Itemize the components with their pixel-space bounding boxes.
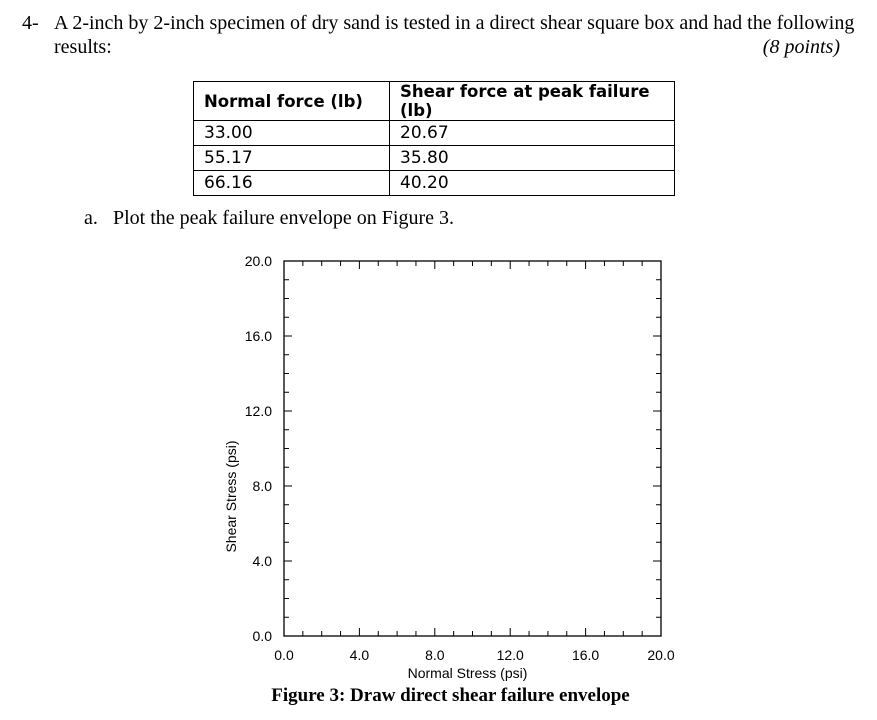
y-tick-label: 0.0 bbox=[252, 628, 272, 644]
question-text: A 2-inch by 2-inch specimen of dry sand is tested in a direct shear square box and had the following bbox=[54, 12, 855, 34]
table-cell: 35.80 bbox=[390, 146, 675, 171]
x-tick-label: 20.0 bbox=[647, 647, 675, 663]
x-tick-label: 12.0 bbox=[496, 647, 524, 663]
x-tick-label: 4.0 bbox=[349, 647, 370, 663]
y-tick-label: 12.0 bbox=[244, 403, 272, 419]
y-tick-label: 8.0 bbox=[252, 478, 272, 494]
x-tick-label: 0.0 bbox=[274, 647, 294, 663]
table-cell: 20.67 bbox=[390, 121, 675, 146]
table-cell: 33.00 bbox=[194, 121, 390, 146]
question-text-continued: results: bbox=[54, 36, 112, 58]
y-axis-title: Shear Stress (psi) bbox=[223, 440, 239, 553]
x-tick-label: 8.0 bbox=[425, 647, 445, 663]
table-cell: 55.17 bbox=[194, 146, 390, 171]
part-a-label: a. bbox=[84, 207, 98, 229]
y-tick-label: 16.0 bbox=[244, 328, 272, 344]
figure-caption: Figure 3: Draw direct shear failure envelope bbox=[271, 685, 630, 706]
column-header-shear-force: Shear force at peak failure (lb) bbox=[390, 82, 675, 121]
points-label: (8 points) bbox=[762, 36, 840, 58]
x-axis-title: Normal Stress (psi) bbox=[407, 665, 528, 681]
column-header-normal-force: Normal force (lb) bbox=[194, 82, 390, 121]
table-cell: 66.16 bbox=[194, 171, 390, 196]
y-tick-label: 20.0 bbox=[244, 253, 272, 269]
plot-area-frame bbox=[284, 261, 661, 636]
question-number: 4- bbox=[22, 12, 39, 34]
y-tick-label: 4.0 bbox=[252, 553, 272, 569]
table-cell: 40.20 bbox=[390, 171, 675, 196]
part-a-instruction: Plot the peak failure envelope on Figure 3. bbox=[113, 207, 455, 229]
x-tick-label: 16.0 bbox=[571, 647, 600, 663]
